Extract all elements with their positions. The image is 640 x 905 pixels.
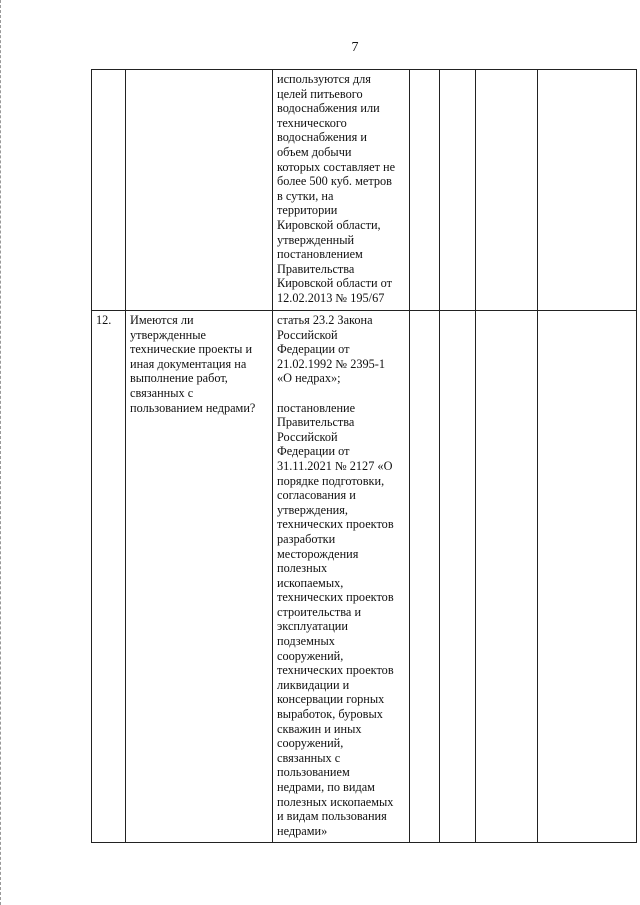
- answer-no-cell: [440, 311, 476, 843]
- answer-not-applicable-cell: [476, 311, 538, 843]
- legal-requirement-cell: статья 23.2 Закона Российской Федерации от 21.02.1992 № 2395-1 «О недрах»; постановление Правительства Российской Федерации от 31.11.2021 № 2127 «О порядке подготовки, согласования и утверждения, технических проектов разработки месторождения полезных ископаемых, технических проектов строительства и эксплуатации подземных сооружений, технических проектов ликвидации и консервации горных выработок, буровых скважин и иных сооружений, связанных с пользованием недрами, по видам полезных ископаемых и видам пользования недрами»: [273, 311, 410, 843]
- question-cell: Имеются ли утвержденные технические проекты и иная документация на выполнение работ, связанных с пользованием недрами?: [126, 311, 273, 843]
- page-number: 7: [351, 40, 359, 55]
- row-number-cell: 12.: [92, 311, 126, 843]
- scan-edge-line: [0, 0, 4, 905]
- notes-cell: [538, 311, 637, 843]
- answer-yes-cell: [410, 311, 440, 843]
- notes-cell: [538, 70, 637, 311]
- answer-not-applicable-cell: [476, 70, 538, 311]
- row-number-cell: [92, 70, 126, 311]
- question-cell: [126, 70, 273, 311]
- answer-no-cell: [440, 70, 476, 311]
- table-row: [92, 311, 637, 843]
- table-row: [92, 70, 637, 311]
- inspection-checklist-table: [91, 69, 637, 843]
- legal-requirement-cell: используются для целей питьевого водоснабжения или технического водоснабжения и объем добычи которых составляет не более 500 куб. метров в сутки, на территории Кировской области, утвержденный постановлением Правительства Кировской области от 12.02.2013 № 195/67: [273, 70, 410, 311]
- answer-yes-cell: [410, 70, 440, 311]
